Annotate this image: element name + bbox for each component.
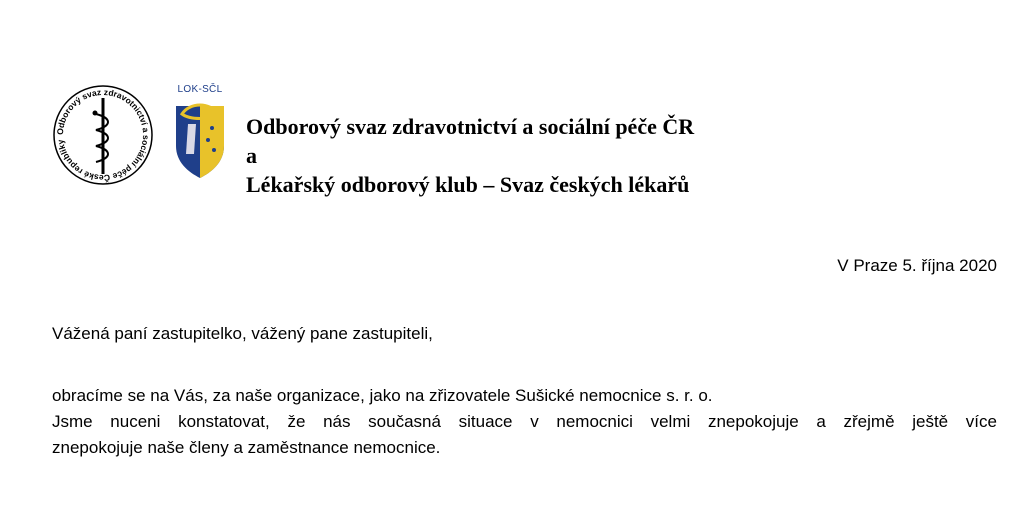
header-union-name: Odborový svaz zdravotnictví a sociální péče ČR — [246, 114, 695, 139]
lok-scl-label: LOK-SČL — [177, 84, 223, 95]
header-conjunction: a — [246, 143, 257, 168]
seal-ring-text: Odborový svaz zdravotnictví a sociální péče České republiky — [54, 86, 152, 184]
letter-header — [246, 112, 694, 199]
lok-scl-shield-logo — [170, 84, 230, 180]
body-paragraph — [52, 383, 997, 461]
salutation: Vážená paní zastupitelko, vážený pane zastupiteli, — [52, 324, 433, 343]
paragraph-line: Jsme nuceni konstatovat, že nás současná situace v nemocnici velmi znepokojuje a zřejmě ještě více — [52, 412, 997, 431]
paragraph-line: obracíme se na Vás, za naše organizace, jako na zřizovatele Sušické nemocnice s. r. o. — [52, 386, 713, 405]
union-seal-logo — [52, 84, 154, 186]
paragraph-line: znepokojuje naše členy a zaměstnance nemocnice. — [52, 438, 441, 457]
header-club-name: Lékařský odborový klub – Svaz českých lékařů — [246, 172, 690, 197]
letter-date: V Praze 5. října 2020 — [837, 256, 997, 275]
